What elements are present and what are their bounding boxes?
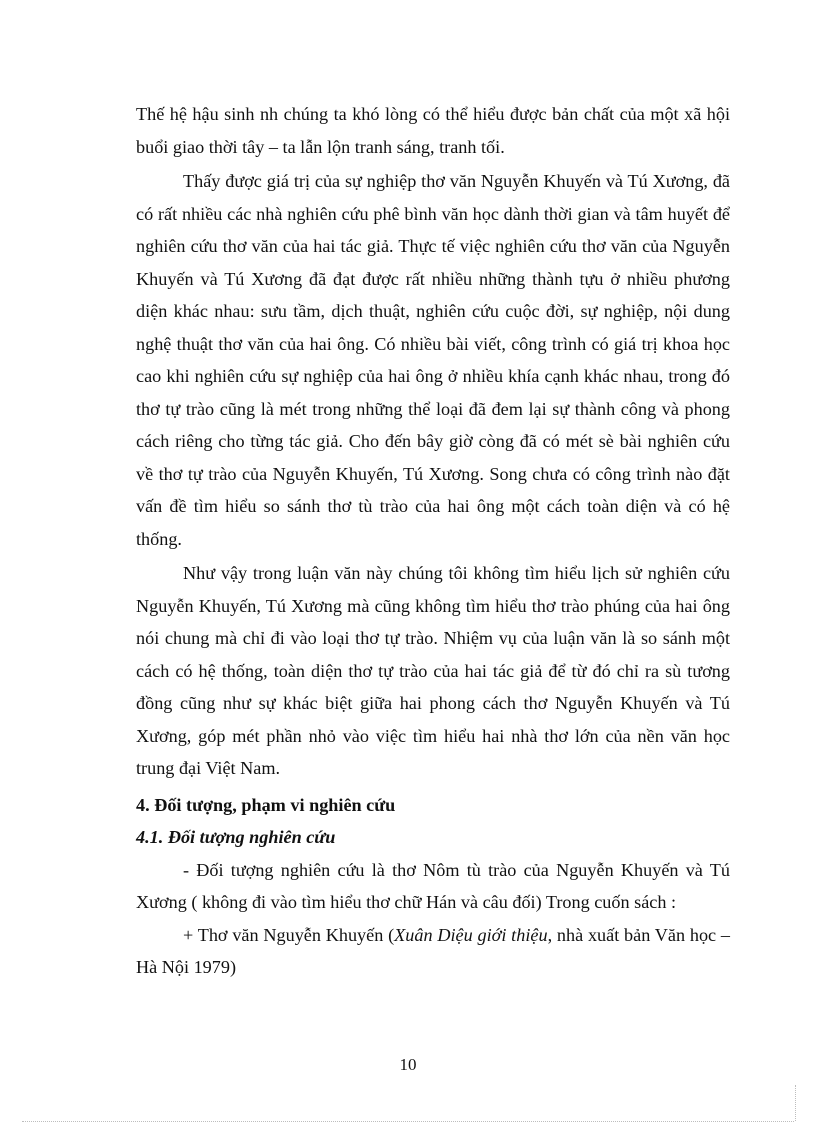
page-right-border (795, 1085, 796, 1121)
source-item-suffix: , nhà xuất bản Văn học – Hà Nội 1979) (136, 924, 730, 977)
source-item-italic: Xuân Diệu giới thiệu (394, 924, 548, 945)
paragraph-thesis-scope: Như vậy trong luận văn này chúng tôi không tìm hiểu lịch sử nghiên cứu Nguyễn Khuyến, Tú Xương mà cũng không tìm hiểu thơ trào phúng của hai ông nói chung mà chỉ đi vào loại thơ tự trào. Nhiệm vụ của luận văn là so sánh một cách có hệ thống, toàn diện thơ tự trào của hai tác giả để từ đó chỉ ra sù tương đồng cũng như sự khác biệt giữa hai phong cách thơ Nguyễn Khuyến và Tú Xương, góp mét phần nhỏ vào việc tìm hiểu hai nhà thơ lớn của nền văn học trung đại Việt Nam. (136, 563, 730, 778)
subsection-heading: 4.1. Đối tượng nghiên cứu (136, 827, 336, 847)
paragraph-intro: Thế hệ hậu sinh nh chúng ta khó lòng có thể hiểu được bản chất của một xã hội buổi giao thời tây – ta lẫn lộn tranh sáng, tranh tối. (136, 104, 730, 157)
paragraph-research-object: - Đối tượng nghiên cứu là thơ Nôm tù trào của Nguyễn Khuyến và Tú Xương ( không đi vào tìm hiểu thơ chữ Hán và câu đối) Trong cuốn sách : (136, 859, 730, 912)
paragraph-research-value: Thấy được giá trị của sự nghiệp thơ văn Nguyễn Khuyến và Tú Xương, đã có rất nhiều các nhà nghiên cứu phê bình văn học dành thời gian và tâm huyết để nghiên cứu thơ văn của hai tác giả. Thực tế việc nghiên cứu thơ văn của Nguyễn Khuyến và Tú Xương đã đạt được rất nhiều những thành tựu ở nhiều phương diện khác nhau: sưu tầm, dịch thuật, nghiên cứu cuộc đời, sự nghiệp, nội dung nghệ thuật thơ văn của hai ông. Có nhiều bài viết, công trình có giá trị khoa học cao khi nghiên cứu sự nghiệp của hai ông ở nhiều khía cạnh khác nhau, trong đó thơ tự trào cũng là mét trong những thể loại đã đem lại sự thành công và phong cách riêng cho từng tác giả. Cho đến bây giờ còng đã có mét sè bài nghiên cứu về thơ tự trào của Nguyễn Khuyến, Tú Xương. Song chưa có công trình nào đặt vấn đề tìm hiểu so sánh thơ tù trào của hai ông một cách toàn diện và có hệ thống. (136, 171, 730, 549)
page-number: 10 (399, 1055, 417, 1074)
source-list-item (136, 919, 730, 984)
section-heading: 4. Đối tượng, phạm vi nghiên cứu (136, 794, 396, 815)
page-body (136, 98, 730, 984)
page-bottom-border (22, 1121, 794, 1122)
source-item-prefix: + Thơ văn Nguyễn Khuyến ( (183, 924, 395, 945)
